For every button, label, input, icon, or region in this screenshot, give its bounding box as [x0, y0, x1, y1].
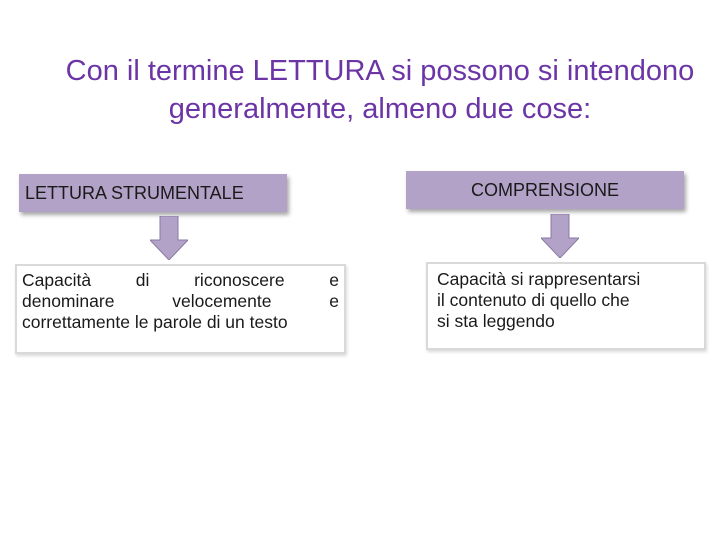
definition-lettura-strumentale	[15, 264, 346, 354]
definition-comprensione	[426, 262, 706, 350]
heading-comprensione	[406, 171, 684, 209]
definition-line: Capacità si rappresentarsi	[437, 269, 641, 289]
slide-title	[0, 52, 720, 128]
down-arrow-icon	[150, 216, 188, 260]
down-arrow-icon	[541, 214, 579, 258]
definition-line: si sta leggendo	[437, 311, 555, 331]
definition-line: correttamente le parole di un testo	[22, 312, 288, 332]
heading-comprensione-label: COMPRENSIONE	[470, 179, 620, 200]
definition-line: denominare velocemente e	[22, 291, 339, 311]
slide-title-line-1: Con il termine LETTURA si possono si intendono	[65, 55, 695, 87]
definition-line: Capacità di riconoscere e	[22, 270, 339, 290]
heading-lettura-strumentale-label: LETTURA STRUMENTALE	[25, 182, 244, 203]
heading-lettura-strumentale	[19, 174, 287, 212]
definition-line: il contenuto di quello che	[437, 290, 630, 310]
slide-title-line-2: generalmente, almeno due cose:	[168, 93, 592, 125]
